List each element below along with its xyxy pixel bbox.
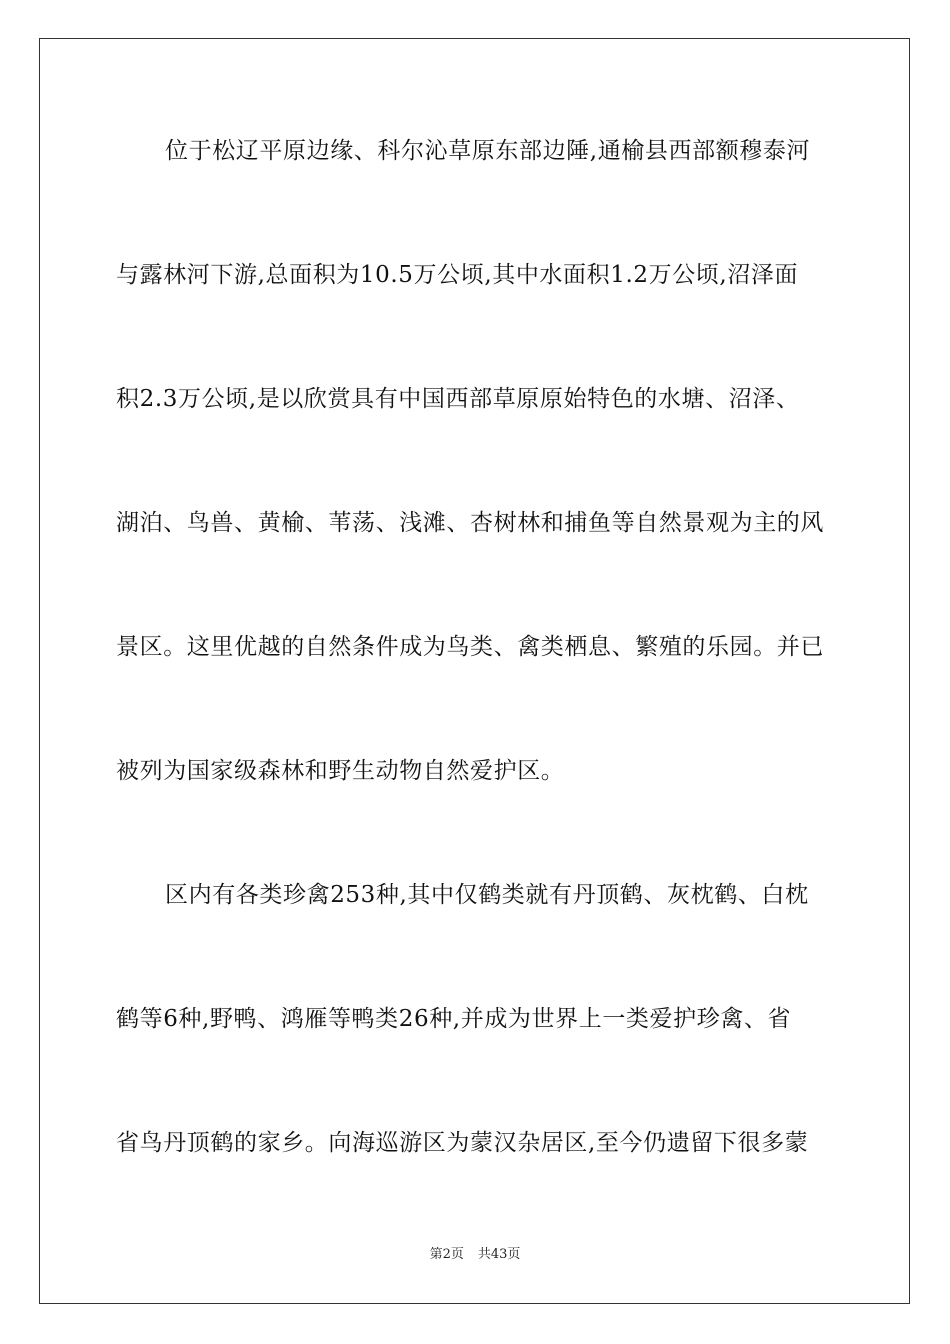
paragraph-line: 湖泊、鸟兽、黄榆、苇荡、浅滩、杏树林和捕鱼等自然景观为主的风 [116, 510, 824, 536]
page-number: 第2页 [429, 1247, 464, 1262]
paragraph-line: 积2.3万公顷,是以欣赏具有中国西部草原原始特色的水塘、沼泽、 [116, 386, 800, 412]
paragraph-line: 被列为国家级森林和野生动物自然爱护区。 [116, 758, 565, 784]
paragraph-line: 与露林河下游,总面积为10.5万公顷,其中水面积1.2万公顷,沼泽面 [116, 262, 799, 288]
paragraph-line: 位于松辽平原边缘、科尔沁草原东部边陲,通榆县西部额穆泰河 [165, 138, 811, 164]
paragraph-line: 景区。这里优越的自然条件成为鸟类、禽类栖息、繁殖的乐园。并已 [116, 634, 824, 660]
paragraph-line: 鹤等6种,野鸭、鸿雁等鸭类26种,并成为世界上一类爱护珍禽、省 [116, 1006, 792, 1032]
page-footer [0, 1246, 950, 1264]
page-total: 共43页 [477, 1247, 521, 1262]
page-border [39, 38, 910, 1304]
paragraph-line: 省鸟丹顶鹤的家乡。向海巡游区为蒙汉杂居区,至今仍遗留下很多蒙 [116, 1130, 809, 1156]
paragraph-line: 区内有各类珍禽253种,其中仅鹤类就有丹顶鹤、灰枕鹤、白枕 [165, 882, 809, 908]
